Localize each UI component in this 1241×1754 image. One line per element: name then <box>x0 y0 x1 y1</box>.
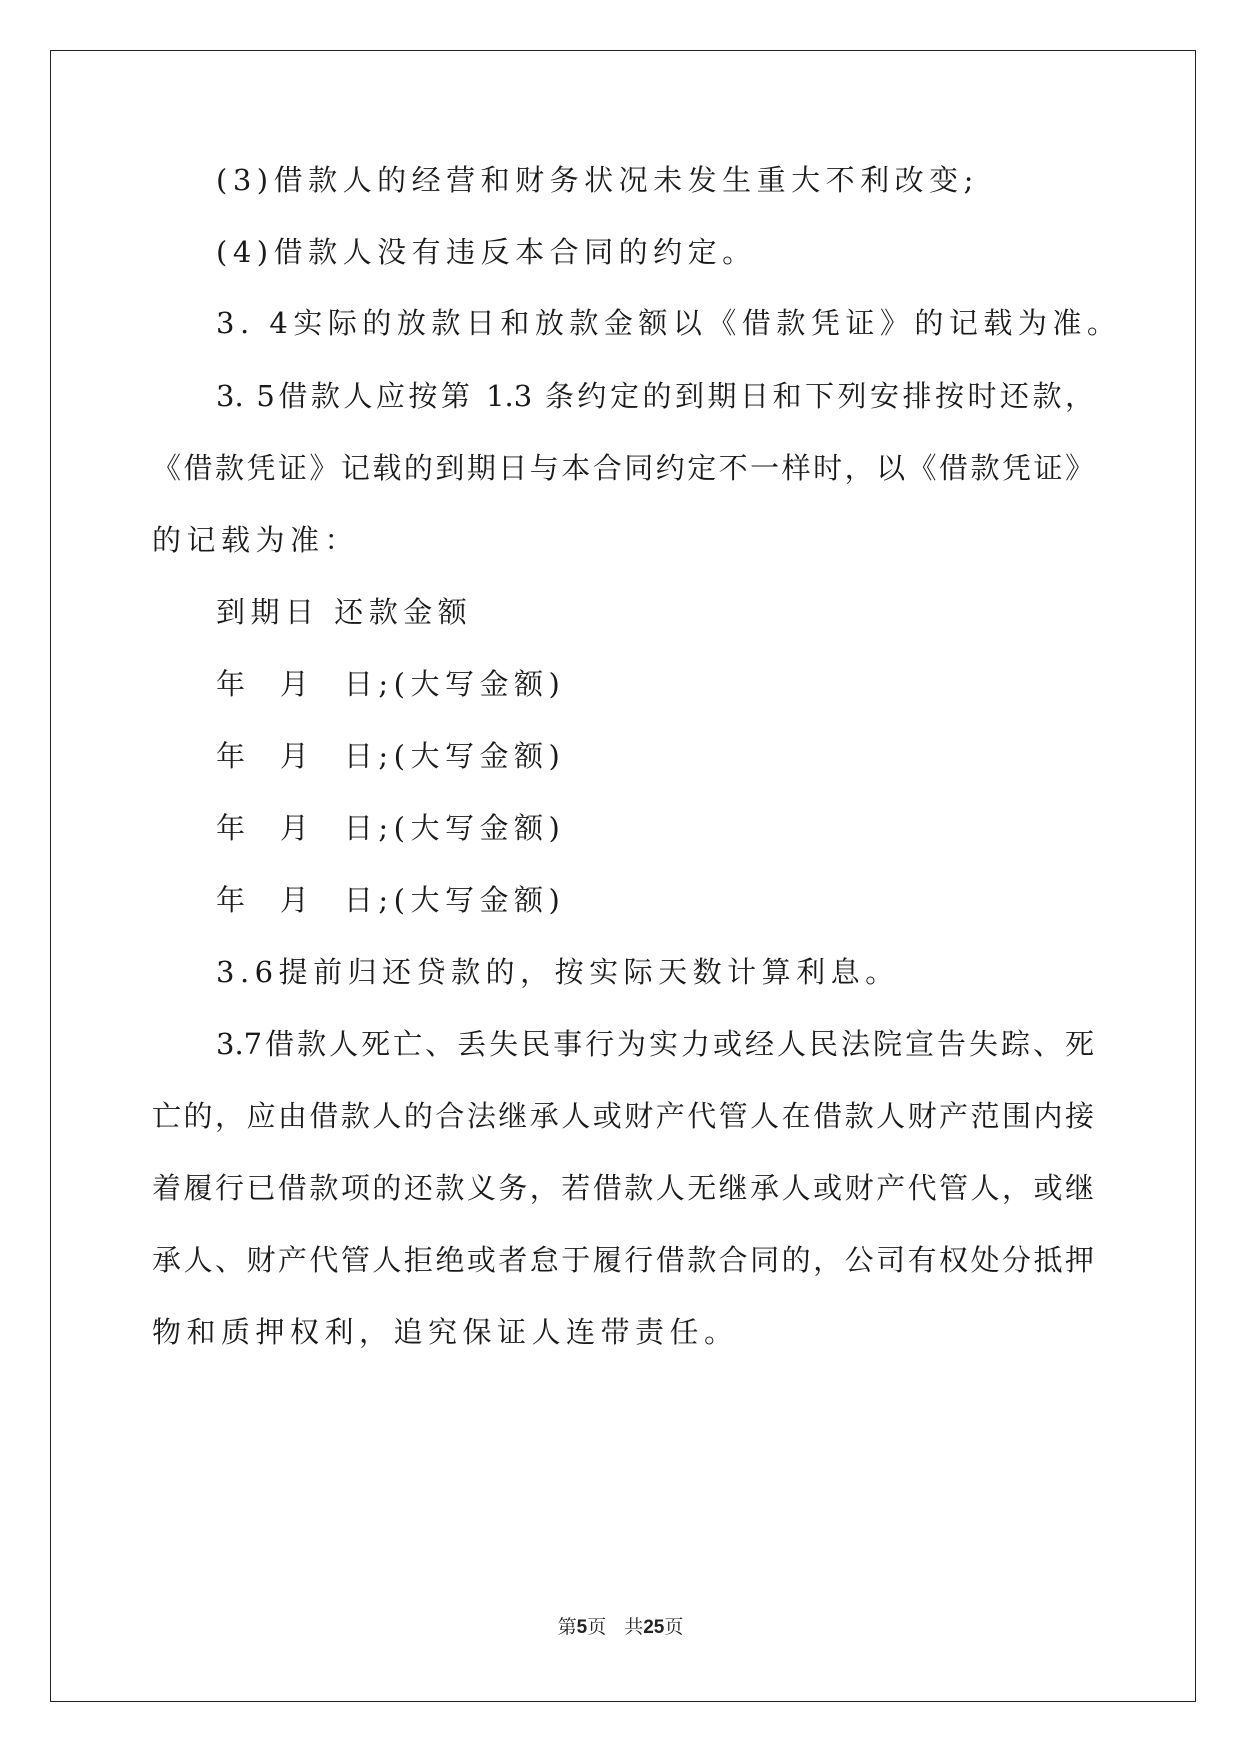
clause-3-4: 3. 4实际的放款日和放款金额以《借款凭证》的记载为准。 <box>216 306 1122 340</box>
page-border <box>50 50 1196 1702</box>
page-suffix: 页 <box>587 1616 607 1638</box>
total-suffix: 页 <box>664 1616 684 1638</box>
repayment-row: 年 月 日;(大写金额) <box>216 883 566 917</box>
clause-3-7-line-1: 3.7借款人死亡、丢失民事行为实力或经人民法院宣告失踪、死 <box>216 1027 1094 1061</box>
repayment-row: 年 月 日;(大写金额) <box>216 811 566 845</box>
clause-3-6: 3.6提前归还贷款的，按实际天数计算利息。 <box>216 955 900 989</box>
clause-3-5-line-3: 的记载为准： <box>152 523 360 557</box>
total-prefix: 共 <box>624 1616 644 1638</box>
clause-3-3-condition-3: (3)借款人的经营和财务状况未发生重大不利改变; <box>216 163 979 197</box>
page-prefix: 第 <box>557 1616 577 1638</box>
repayment-row: 年 月 日;(大写金额) <box>216 667 566 701</box>
repayment-row: 年 月 日;(大写金额) <box>216 739 566 773</box>
clause-3-7-line-2: 亡的，应由借款人的合法继承人或财产代管人在借款人财产范围内接 <box>152 1099 1094 1133</box>
repayment-table-header: 到期日 还款金额 <box>216 595 473 629</box>
clause-3-7-line-4: 承人、财产代管人拒绝或者怠于履行借款合同的，公司有权处分抵押 <box>152 1243 1094 1277</box>
clause-3-5-line-2: 《借款凭证》记载的到期日与本合同约定不一样时，以《借款凭证》 <box>152 451 1094 485</box>
clause-3-7-line-5: 物和质押权利，追究保证人连带责任。 <box>152 1315 739 1349</box>
total-pages: 25 <box>643 1617 665 1638</box>
page-footer <box>0 1612 1241 1639</box>
clause-3-5-line-1: 3. 5借款人应按第 1.3 条约定的到期日和下列安排按时还款， <box>216 379 1094 413</box>
page-number: 5 <box>576 1617 588 1638</box>
clause-3-7-line-3: 着履行已借款项的还款义务，若借款人无继承人或财产代管人，或继 <box>152 1171 1094 1205</box>
clause-3-3-condition-4: (4)借款人没有违反本合同的约定。 <box>216 235 757 269</box>
